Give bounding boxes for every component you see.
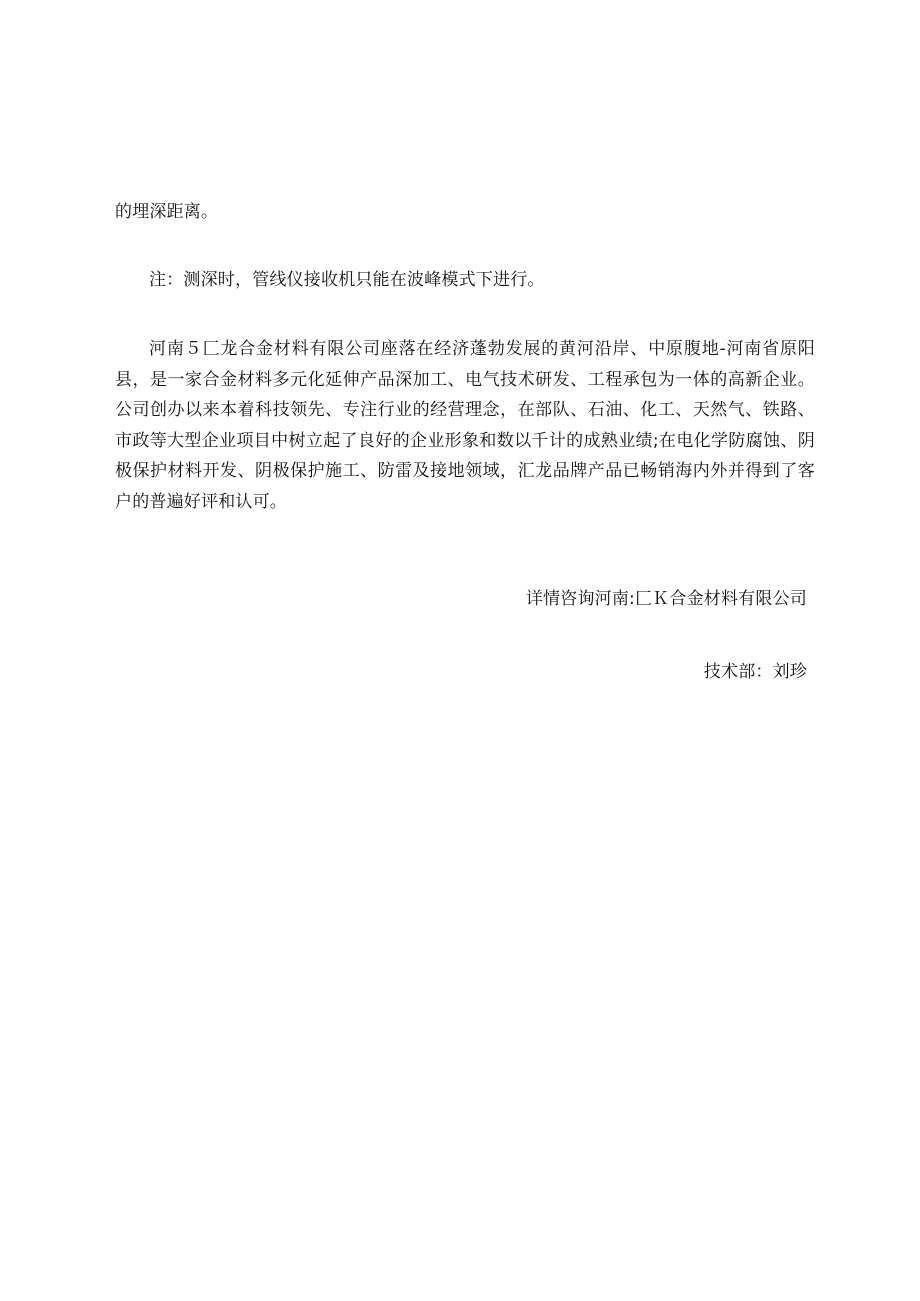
note-text: 注：测深时，管线仪接收机只能在波峰模式下进行。: [149, 270, 545, 290]
company-paragraph: 河南５匚龙合金材料有限公司座落在经济蓬勃发展的黄河沿岸、中原腹地-河南省原阳县，是一家合金材料多元化延伸产品深加工、电气技术研发、工程承包为一体的高新企业。公司创办以来本着科技领先、专注行业的经营理念，在部队、石油、化工、天然气、铁路、市政等大型企业项目中树立起了良好的企业形象和数以千计的成熟业绩;在电化学防腐蚀、阴极保护材料开发、阴极保护施工、防雷及接地领域，汇龙品牌产品已畅销海内外并得到了客户的普遍好评和认可。: [115, 339, 815, 512]
department-signature: 技术部：刘珍: [703, 662, 807, 682]
contact-line: 详情咨询河南:匚Ｋ合金材料有限公司: [525, 589, 807, 609]
continuation-line: 的埋深距离。: [115, 202, 219, 222]
